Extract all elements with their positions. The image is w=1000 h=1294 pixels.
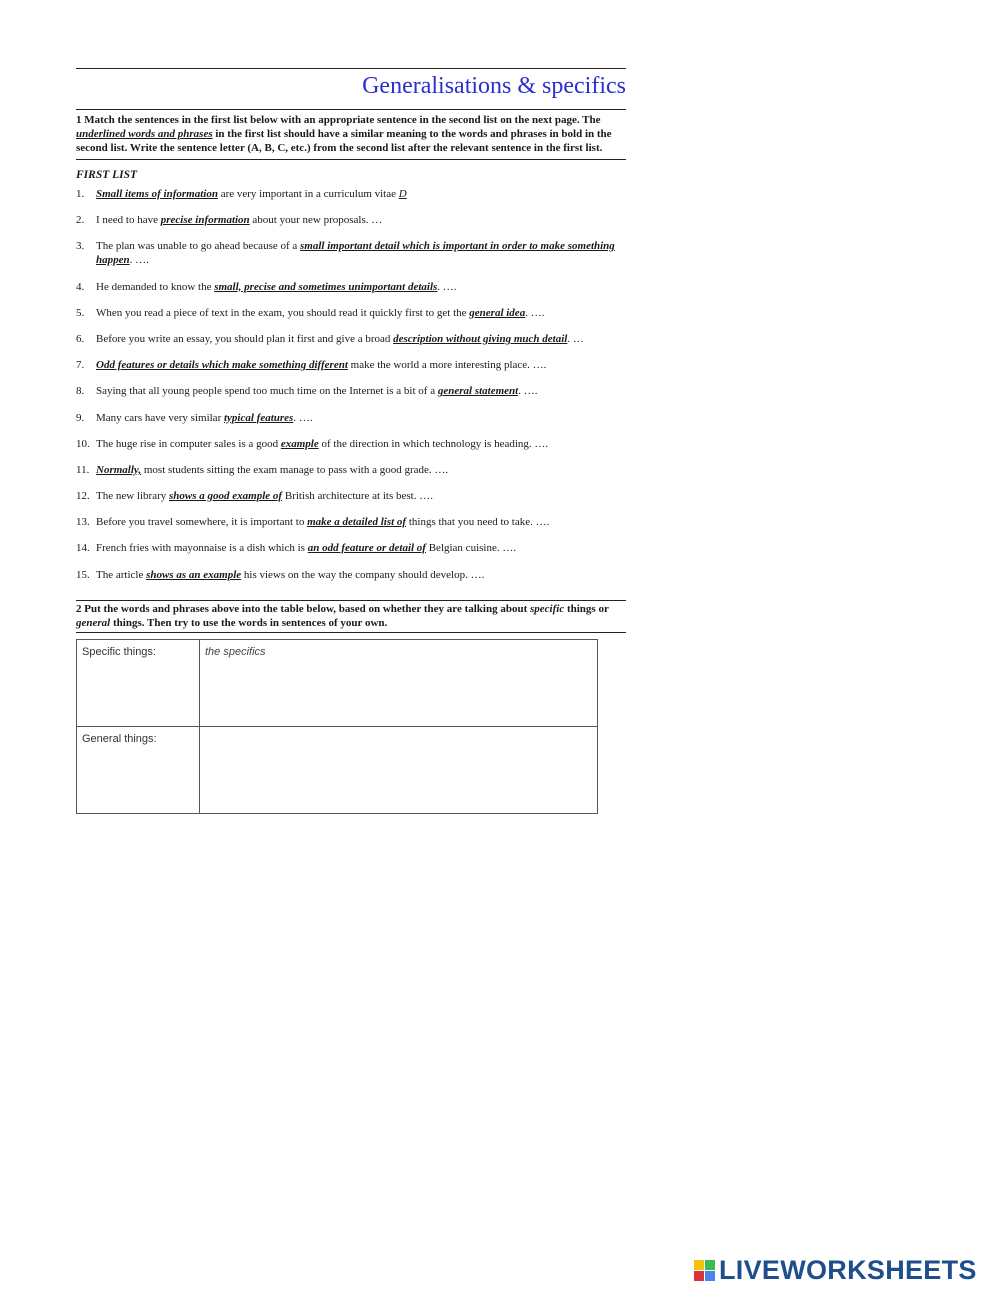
sorting-table [76, 639, 598, 814]
page-title: Generalisations & specifics [362, 73, 626, 99]
item-text-before: When you read a piece of text in the exam, you should read it quickly first to get the [96, 306, 470, 319]
item-text-after: of the direction in which technology is heading. …. [318, 437, 549, 450]
item-text-after: . …. [518, 385, 538, 398]
list-item [76, 280, 626, 294]
item-text-after: . …. [525, 306, 545, 319]
brand-square-4 [705, 1271, 715, 1281]
item-text-after: most students sitting the exam manage to pass with a good grade. …. [141, 463, 449, 476]
item-number: 7. [76, 359, 85, 372]
item-text-after: about your new proposals. … [249, 214, 383, 227]
item-key-phrase: shows as an example [146, 568, 242, 581]
item-number: 5. [76, 306, 85, 319]
item-number: 15. [76, 568, 90, 581]
item-number: 10. [76, 437, 90, 450]
item-text-after: make the world a more interesting place. …. [347, 359, 547, 372]
item-number: 3. [76, 240, 85, 253]
item-text-before: The plan was unable to go ahead because of a [96, 240, 301, 253]
item-text-before: Before you write an essay, you should plan it first and give a broad [96, 332, 394, 345]
item-text-before: He demanded to know the [96, 280, 215, 293]
list-item [76, 239, 626, 267]
item-number: 8. [76, 385, 85, 398]
item-number: 11. [76, 463, 90, 476]
item-text-before: The huge rise in computer sales is a good [96, 437, 281, 450]
first-list-heading: FIRST LIST [76, 169, 138, 181]
general-label: General things: [77, 726, 200, 813]
specific-label: Specific things: [77, 639, 200, 726]
list-item [76, 515, 626, 529]
instructions-text-b: in the first list should have a similar meaning to the words and phrases in bold in the second list. Write the sentence letter (A, B, C, etc.) from the second list after the relevant sentence in the first list. [76, 128, 612, 154]
item-key-phrase: an odd feature or detail of [307, 542, 426, 555]
list-item [76, 384, 626, 398]
item-number: 12. [76, 490, 90, 503]
item-text-after: . …. [293, 411, 313, 424]
list-item [76, 187, 626, 201]
list-item [76, 411, 626, 425]
item-answer[interactable]: D [398, 188, 407, 200]
item-text-before: The article [96, 568, 147, 581]
item-key-phrase: general idea [469, 306, 526, 319]
item-text-after: Belgian cuisine. …. [425, 542, 517, 555]
list-item [76, 437, 626, 451]
item-text-before: French fries with mayonnaise is a dish which is [96, 542, 308, 555]
title-row [76, 69, 626, 107]
item-number: 13. [76, 516, 90, 529]
section2-general: general [76, 616, 111, 629]
section2-text-a: 2 Put the words and phrases above into the table below, based on whether they are talking about [76, 602, 530, 615]
list-item [76, 568, 626, 582]
item-key-phrase: precise information [160, 214, 250, 227]
section2-specific: specific [530, 602, 565, 615]
item-text-before: Many cars have very similar [96, 411, 224, 424]
item-number: 9. [76, 411, 85, 424]
item-text-after: . …. [129, 254, 149, 267]
item-text-after: . … [567, 332, 584, 345]
instructions-underlined: underlined words and phrases [76, 128, 213, 140]
item-number: 14. [76, 542, 90, 555]
instructions-text-a: 1 Match the sentences in the first list below with an appropriate sentence in the second list on the next page. The [76, 114, 601, 126]
item-key-phrase: Odd features or details which make something different [96, 359, 348, 372]
item-key-phrase: shows a good example of [169, 490, 283, 503]
item-number: 6. [76, 332, 85, 345]
list-item [76, 358, 626, 372]
list-item [76, 332, 626, 346]
general-answer-field[interactable] [200, 726, 598, 813]
item-key-phrase: example [280, 437, 319, 450]
brand-square-2 [705, 1260, 715, 1270]
item-key-phrase: small important detail which is important in order to make something happen [96, 240, 615, 267]
item-key-phrase: general statement [437, 385, 519, 398]
item-key-phrase: Small items of information [96, 188, 218, 200]
specific-answer-field[interactable]: the specifics [200, 639, 598, 726]
item-key-phrase: small, precise and sometimes unimportant details [214, 280, 438, 293]
worksheet [76, 68, 626, 814]
item-key-phrase: typical features [223, 411, 294, 424]
list-item [76, 213, 626, 227]
item-text-before: Saying that all young people spend too much time on the Internet is a bit of a [96, 385, 438, 398]
section2-text-c: things. Then try to use the words in sentences of your own. [110, 616, 388, 629]
item-text-after: . …. [437, 280, 457, 293]
list-item [76, 489, 626, 503]
item-key-phrase: make a detailed list of [307, 516, 407, 529]
item-number: 2. [76, 214, 85, 227]
section2-text-b: things or [564, 602, 609, 615]
brand-name: LIVEWORKSHEETS [719, 1255, 977, 1285]
brand-square-3 [694, 1271, 704, 1281]
list-item [76, 541, 626, 555]
item-text-after: are very important in a curriculum vitae [217, 188, 399, 200]
liveworksheets-logo [694, 1255, 977, 1286]
table-row-specific [77, 639, 598, 726]
list-item [76, 306, 626, 320]
instructions-2 [76, 600, 626, 633]
item-number: 1. [76, 188, 85, 200]
item-text-after: British architecture at its best. …. [282, 490, 433, 503]
list-item [76, 463, 626, 477]
item-key-phrase: description without giving much detail [393, 332, 568, 345]
brand-logo-icon [694, 1260, 715, 1281]
item-number: 4. [76, 280, 85, 293]
item-text-after: his views on the way the company should develop. …. [241, 568, 485, 581]
item-text-after: things that you need to take. …. [406, 516, 550, 529]
instructions-1 [76, 109, 626, 160]
item-text-before: I need to have [96, 214, 161, 227]
brand-square-1 [694, 1260, 704, 1270]
first-list [76, 187, 626, 582]
table-row-general [77, 726, 598, 813]
item-key-phrase: Normally, [96, 463, 142, 476]
item-text-before: The new library [96, 490, 169, 503]
item-text-before: Before you travel somewhere, it is important to [96, 516, 308, 529]
